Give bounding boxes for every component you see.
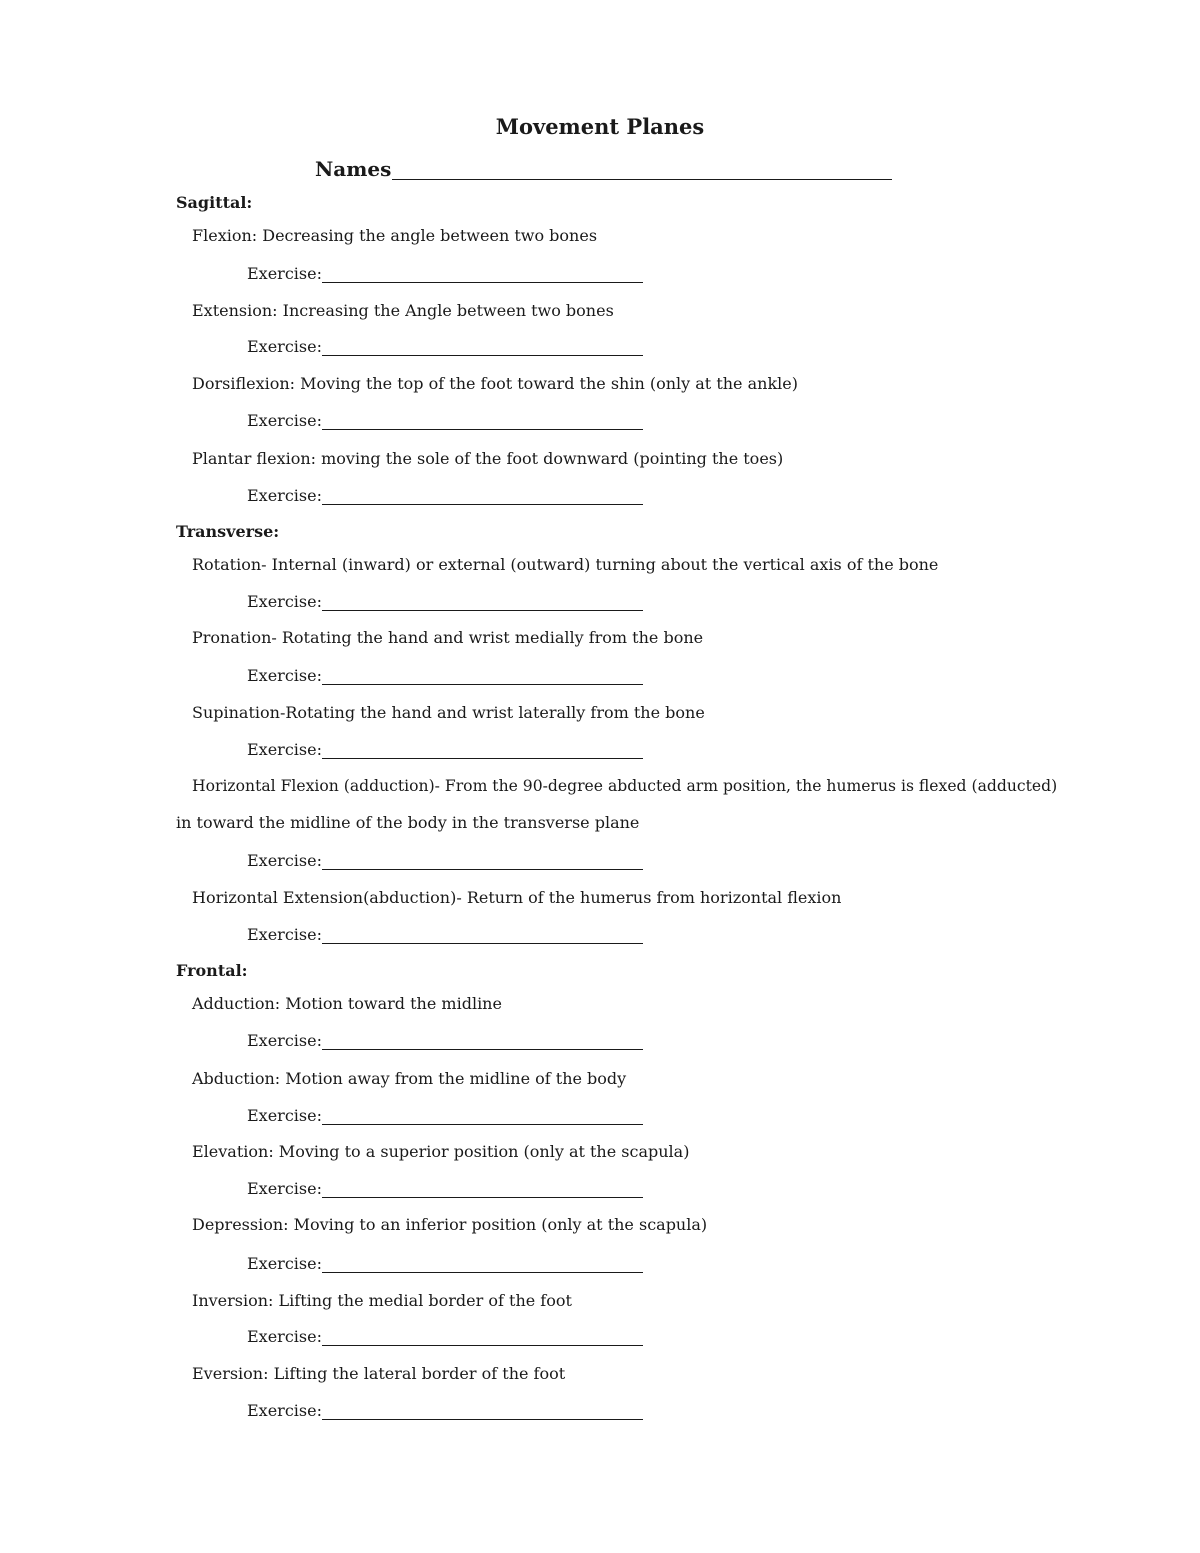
exercise-blank-line[interactable]	[322, 1254, 643, 1273]
exercise-blank-line[interactable]	[322, 264, 643, 283]
exercise-blank-line[interactable]	[322, 925, 643, 944]
definition-dorsiflexion: Dorsiflexion: Moving the top of the foot toward the shin (only at the ankle)	[192, 374, 798, 393]
definition-pronation: Pronation- Rotating the hand and wrist medially from the bone	[192, 628, 704, 647]
exercise-blank-line[interactable]	[322, 1031, 643, 1050]
section-heading-transverse: Transverse:	[176, 522, 280, 541]
exercise-field-pronation[interactable]	[247, 665, 643, 687]
definition-extension: Extension: Increasing the Angle between two bones	[192, 301, 614, 320]
page-title: Movement Planes	[495, 114, 705, 139]
exercise-label: Exercise:	[247, 925, 322, 944]
exercise-label: Exercise:	[247, 337, 322, 356]
names-label: Names	[315, 157, 392, 181]
exercise-field-plantar-flexion[interactable]	[247, 485, 643, 507]
exercise-blank-line[interactable]	[322, 1327, 643, 1346]
section-heading-frontal: Frontal:	[176, 961, 248, 980]
exercise-field-adduction[interactable]	[247, 1030, 643, 1052]
exercise-label: Exercise:	[247, 486, 322, 505]
names-blank-line[interactable]	[392, 157, 892, 180]
exercise-field-depression[interactable]	[247, 1253, 643, 1275]
definition-horizontal-extension: Horizontal Extension(abduction)- Return of the humerus from horizontal flexion	[192, 888, 842, 907]
definition-plantar-flexion: Plantar flexion: moving the sole of the foot downward (pointing the toes)	[192, 449, 784, 468]
definition-elevation: Elevation: Moving to a superior position (only at the scapula)	[192, 1142, 690, 1161]
exercise-blank-line[interactable]	[322, 666, 643, 685]
exercise-field-eversion[interactable]	[247, 1400, 643, 1422]
section-heading-sagittal: Sagittal:	[176, 193, 253, 212]
exercise-label: Exercise:	[247, 1401, 322, 1420]
exercise-blank-line[interactable]	[322, 411, 643, 430]
exercise-field-abduction[interactable]	[247, 1105, 643, 1127]
definition-supination: Supination-Rotating the hand and wrist laterally from the bone	[192, 703, 705, 722]
exercise-label: Exercise:	[247, 264, 322, 283]
definition-abduction: Abduction: Motion away from the midline of the body	[192, 1069, 627, 1088]
exercise-label: Exercise:	[247, 1254, 322, 1273]
exercise-label: Exercise:	[247, 411, 322, 430]
exercise-field-horizontal-flexion[interactable]	[247, 850, 643, 872]
exercise-field-extension[interactable]	[247, 336, 643, 358]
exercise-label: Exercise:	[247, 1327, 322, 1346]
exercise-field-elevation[interactable]	[247, 1178, 643, 1200]
exercise-label: Exercise:	[247, 851, 322, 870]
definition-horizontal-flexion-continued: in toward the midline of the body in the transverse plane	[176, 813, 640, 832]
names-field[interactable]	[315, 155, 892, 183]
definition-flexion: Flexion: Decreasing the angle between two bones	[192, 226, 598, 245]
exercise-field-horizontal-extension[interactable]	[247, 924, 643, 946]
exercise-field-inversion[interactable]	[247, 1326, 643, 1348]
exercise-label: Exercise:	[247, 1031, 322, 1050]
exercise-blank-line[interactable]	[322, 1179, 643, 1198]
exercise-label: Exercise:	[247, 592, 322, 611]
exercise-field-flexion[interactable]	[247, 263, 643, 285]
definition-depression: Depression: Moving to an inferior position (only at the scapula)	[192, 1215, 708, 1234]
exercise-field-rotation[interactable]	[247, 591, 643, 613]
definition-rotation: Rotation- Internal (inward) or external (outward) turning about the vertical axis of the bone	[192, 555, 939, 574]
exercise-label: Exercise:	[247, 1179, 322, 1198]
definition-inversion: Inversion: Lifting the medial border of the foot	[192, 1291, 572, 1310]
exercise-blank-line[interactable]	[322, 337, 643, 356]
exercise-label: Exercise:	[247, 666, 322, 685]
exercise-label: Exercise:	[247, 1106, 322, 1125]
exercise-field-supination[interactable]	[247, 739, 643, 761]
exercise-label: Exercise:	[247, 740, 322, 759]
exercise-blank-line[interactable]	[322, 1401, 643, 1420]
exercise-field-dorsiflexion[interactable]	[247, 410, 643, 432]
exercise-blank-line[interactable]	[322, 740, 643, 759]
exercise-blank-line[interactable]	[322, 592, 643, 611]
exercise-blank-line[interactable]	[322, 851, 643, 870]
exercise-blank-line[interactable]	[322, 1106, 643, 1125]
definition-adduction: Adduction: Motion toward the midline	[192, 994, 502, 1013]
exercise-blank-line[interactable]	[322, 486, 643, 505]
definition-horizontal-flexion: Horizontal Flexion (adduction)- From the 90-degree abducted arm position, the humerus is flexed (adducted)	[192, 777, 1058, 795]
definition-eversion: Eversion: Lifting the lateral border of the foot	[192, 1364, 566, 1383]
